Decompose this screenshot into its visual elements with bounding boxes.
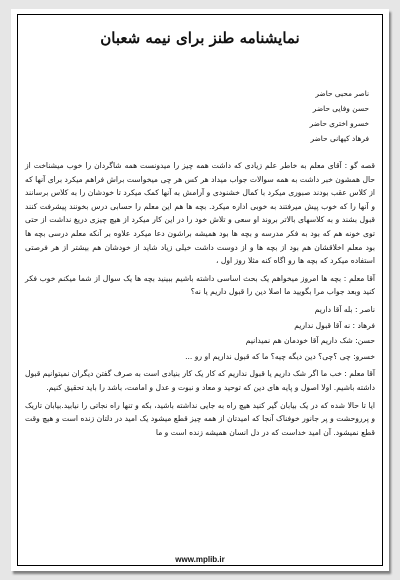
dialogue-line: حسن: شک داریم آقا خودمان هم نمیدانیم <box>245 336 375 346</box>
dialogue-line: فرهاد : نه آقا قبول نداریم <box>294 320 375 330</box>
cast-member: حسن وفایی حاضر <box>312 104 369 113</box>
cast-member: خسرو اختری حاضر <box>309 119 369 128</box>
footer-url: www.mplib.ir <box>175 555 225 564</box>
dialogue-line: ناصر : بله آقا داریم <box>314 304 375 314</box>
cast-member: فرهاد کیهانی حاضر <box>310 134 369 143</box>
dialogue-line: آقا معلم : بچه ها امروز میخواهم یک بحث اساسی داشته باشیم ببینید بچه ها یک سوال از شما میکنم خوب فکر کنید وبعد جواب مرا بگویید ما اصلا دین را قبول داریم یا نه؟ <box>25 273 375 297</box>
dialogue-line: آقا معلم : خب ما اگر شک داریم یا قبول نداریم که کار یک کار بنیادی است به صرف گفتن دیگران نمیتوانیم قبول داشته باشیم. اولا اصول و پایه های دین که توحید و معاد و نبوت و عدل و امامت، باشد را باید تحقیق کنیم. <box>25 369 375 392</box>
cast-list <box>169 86 369 146</box>
dialogue-line: خسرو: چی ؟چی؟ دین دیگه چیه؟ ما که قبول نداریم او رو ... <box>185 351 375 361</box>
page-title: نمایشنامه طنز برای نیمه شعبان <box>100 29 300 47</box>
narration-paragraph: قصه گو : آقای معلم به خاطر علم زیادی که داشت همه چیز را میدونست همه شاگردان را خوب میشناخت از حال همشون خبر داشت به همه سوالات جواب میداد هر کس هر چی میخواست براش فراهم میکرد برای آنها که از کلاس عقب بودند صبوری میکرد با کمال خشنودی و آرامش به آنها کمک میکرد تا خودشان را به کلاس برسانند و آنها را که خوب پیش میرفتند به خوبی اداره میکرد. بچه ها هم این معلم را حسابی درس بخونند پیشرفت کنند قبول بشند و به کلاسهای بالاتر بروند او سعی و تلاش خود را در این کار میکرد از هیچ چیزی دریغ نداشت از حتی توی خونه هم که بود به فکر مدرسه و بچه ها بود همیشه براشون دعا میکرد علاوه بر آنکه معلم درسی بچه ها بود معلم اخلاقشان هم بود از بچه ها و از دوست داشت خیلی زیاد شاید از خودشان هم بیشتر از هر فرصتی استفاده میکرد که بچه ها رو اگاه کنه مثلا روز اول ، <box>25 161 375 266</box>
narration-paragraph: ایا تا حالا شده که در یک بیابان گیر کنید هیچ راه به جایی نداشته باشید، بکه و تنها راه نجاتی را نیابید.بیابان تاریک و پرروحشت و پر جانور خوفناک آنجا که امیدتان از همه چیز قطع میشود یک امید در دلتان زنده است و هیچ وقت قطع نمیشود. آن امید خداست که در دل انسان همیشه زنده است و ما <box>25 400 375 437</box>
cast-member: ناصر محبی حاضر <box>315 89 369 98</box>
document-page <box>11 9 389 571</box>
script-body <box>25 159 375 443</box>
